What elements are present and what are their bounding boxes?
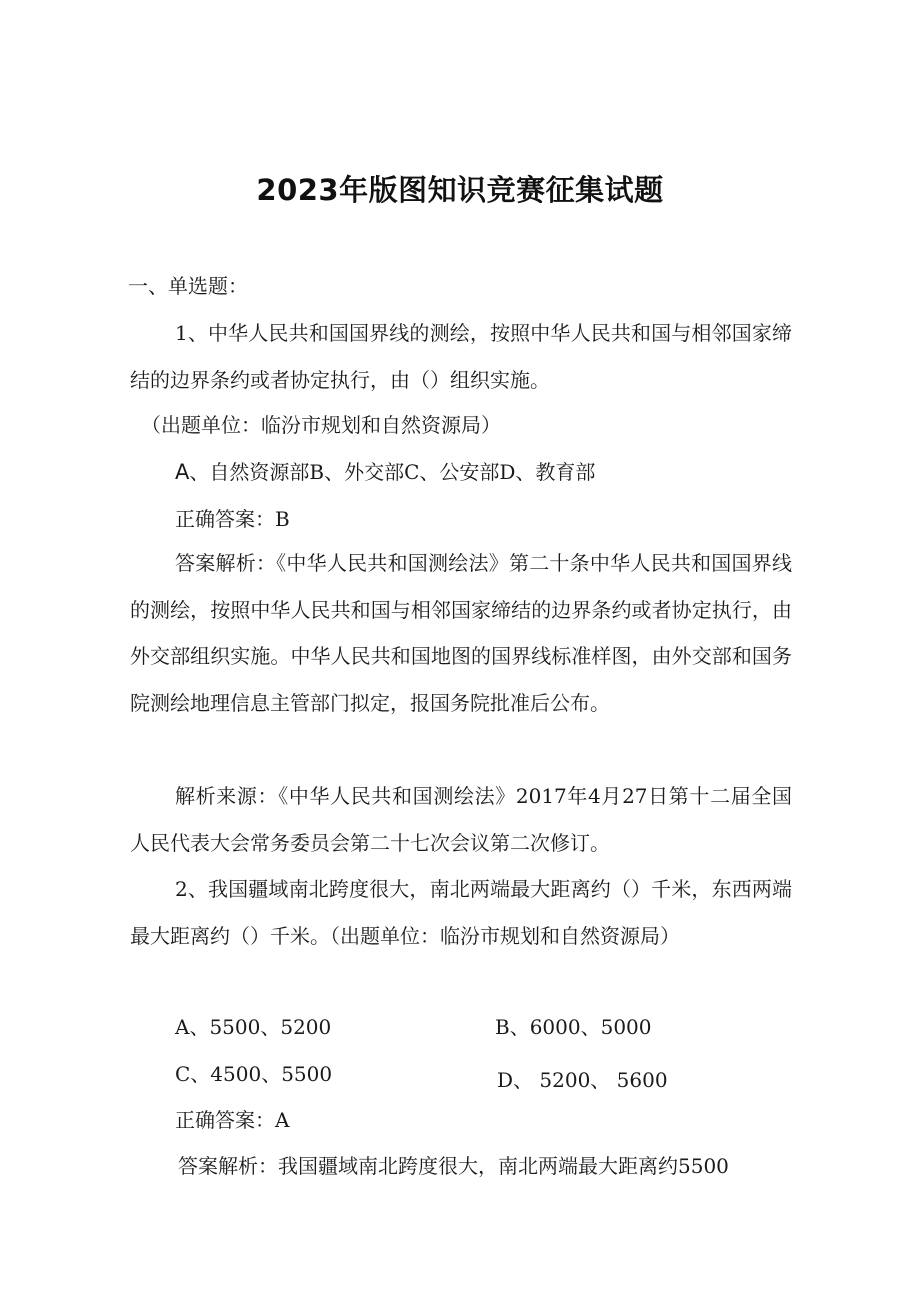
question-1-stem: 1、中华人民共和国国界线的测绘，按照中华人民共和国与相邻国家缔结的边界条约或者协定执行，由（）组织实施。 [130, 321, 792, 392]
section-heading: 一、单选题： [128, 274, 248, 298]
question-1-answer: 正确答案：B [175, 507, 290, 531]
question-1-options-text: 、自然资源部B、外交部C、公安部D、教育部 [189, 460, 596, 484]
question-2-option-b: B、6000、5000 [495, 1015, 652, 1039]
question-2-answer: 正确答案：A [175, 1108, 290, 1132]
question-1-explanation-source: 解析来源：《中华人民共和国测绘法》2017年4月27日第十二届全国人民代表大会常务委员会第二十七次会议第二次修订。 [130, 784, 792, 855]
question-2-option-d: D、 5200、 5600 [497, 1068, 668, 1092]
question-1-options [175, 460, 595, 484]
question-2-option-a: A、5500、5200 [175, 1015, 332, 1039]
option-a-letter: A [175, 460, 190, 484]
question-2-explanation: 答案解析：我国疆域南北跨度很大，南北两端最大距离约5500 [178, 1154, 729, 1178]
question-2-stem: 2、我国疆域南北跨度很大，南北两端最大距离约（）千米，东西两端最大距离约（）千米。（出题单位：临汾市规划和自然资源局） [130, 877, 792, 948]
document-title: 2023年版图知识竞赛征集试题 [256, 173, 664, 207]
question-1-source-unit: （出题单位：临汾市规划和自然资源局） [141, 413, 501, 437]
question-2-option-c: C、4500、5500 [175, 1062, 333, 1086]
question-1-explanation: 答案解析：《中华人民共和国测绘法》第二十条中华人民共和国国界线的测绘，按照中华人民共和国与相邻国家缔结的边界条约或者协定执行，由外交部组织实施。中华人民共和国地图的国界线标准样图，由外交部和国务院测绘地理信息主管部门拟定，报国务院批准后公布。 [130, 551, 792, 715]
